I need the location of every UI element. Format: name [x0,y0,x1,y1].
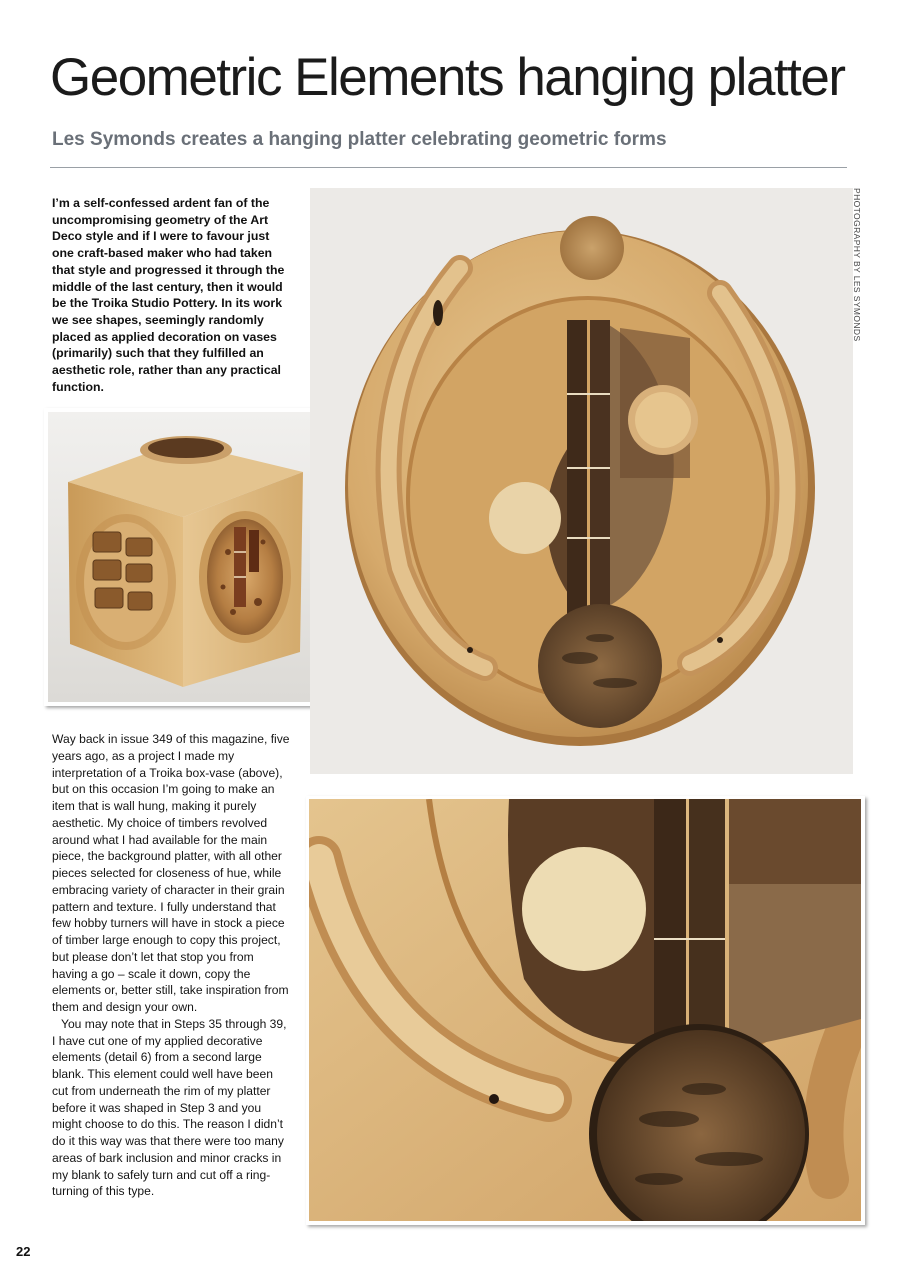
platter-detail-photo [306,796,865,1225]
box-vase-photo [44,408,322,706]
platter-photo [310,188,853,774]
body-paragraph-1: Way back in issue 349 of this magazine, five years ago, as a project I made my interpretation of a Troika box-vase (above), but on this occasion I’m going to make an item that is wall hung, making it purely aesthetic. My choice of timbers revolved around what I had available for the main piece, the background platter, with all other pieces selected for closeness of hue, while embracing variety of character in their grain pattern and texture. I fully understand that few hobby turners will have in stock a piece of timber large enough to copy this project, but please don’t let that stop you from having a go – scale it down, copy the elements or, better still, take inspiration from them and design your own. [52,732,290,1014]
body-paragraph-2: You may note that in Steps 35 through 39, I have cut one of my applied decorative elements (detail 6) from a second large blank. This element could well have been cut from underneath the rim of my platter before it was shaped in Step 3 and you might choose to do this. The reason I didn’t do it this way was that there were too many areas of bark inclusion and minor cracks in my blank to safely turn and cut off a ring-turning of this type. [52,1016,287,1199]
article-subtitle: Les Symonds creates a hanging platter celebrating geometric forms [52,129,667,150]
article-title: Geometric Elements hanging platter [50,48,845,107]
page-number: 22 [16,1244,31,1259]
intro-paragraph: I’m a self-confessed ardent fan of the uncompromising geometry of the Art Deco style and if I were to favour just one craft-based maker who had taken that style and progressed it through the middle of the last century, then it would be the Troika Studio Pottery. In its work we see shapes, seemingly randomly placed as applied decoration on vases (primarily) such that they fulfilled an aesthetic role, rather than any practical function. [52,196,285,394]
photo-credit: PHOTOGRAPHY BY LES SYMONDS [852,188,862,342]
title-divider [50,167,847,168]
body-text [52,731,292,1200]
